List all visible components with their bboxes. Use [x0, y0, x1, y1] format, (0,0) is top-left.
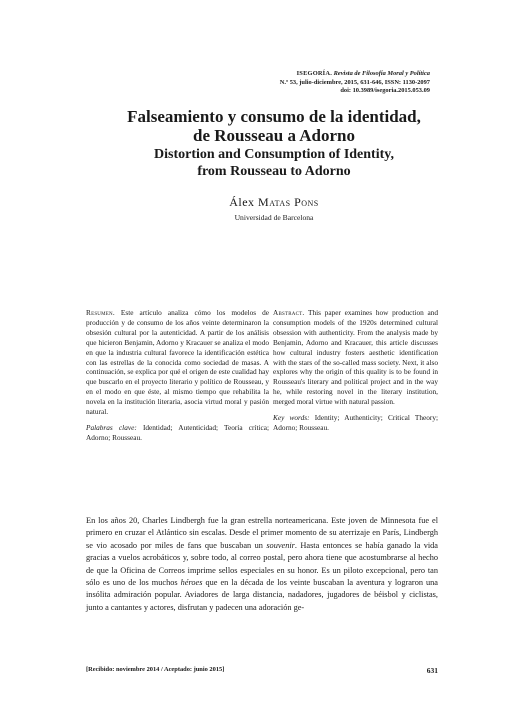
journal-issue: N.º 53, julio-diciembre, 2015, 631-646, ISSN: 1130-2097: [279, 78, 430, 86]
abstract-en-label: Abstract.: [273, 308, 305, 317]
keywords-en: [273, 413, 438, 433]
page-footer: [86, 666, 438, 675]
abstract-en-text: This paper examines how production and consumption models of the 1920s determined cultural obsession with authenticity. From the analysis made by Benjamin, Adorno and Kracauer, this article discusses how cultural industry fosters aesthetic identification with the stars of the so-called mass society. Next, it also explores why the origin of this quality is to be found in Rousseau's literary and political project and in the way he, while restoring novel in the literary institution, merged moral virtue with natural passion.: [273, 308, 438, 407]
title-block: [0, 108, 528, 180]
journal-subtitle: Revista de Filosofía Moral y Política: [333, 70, 430, 77]
title-es-line2: de Rousseau a Adorno: [192, 125, 355, 145]
body-emphasis-heroes: héroes: [180, 578, 203, 588]
body-text-part3: que en la década de los veinte buscaban la aventura y lograron una insólita admiración popular. Aviadores de larga distancia, nadadores, jugadores de béisbol y ciclistas, junto a cantantes y actores, disfrutan y padecen una adoración ge-: [86, 578, 438, 612]
journal-name-line: [280, 70, 430, 79]
author-first-name: Álex: [229, 195, 259, 209]
abstract-en-body: [273, 308, 438, 407]
title-es-line1: Falseamiento y consumo de la identidad,: [127, 107, 421, 126]
article-title-es: [0, 108, 528, 145]
author-affiliation: Universidad de Barcelona: [234, 213, 314, 222]
keywords-es: [86, 423, 269, 443]
body-emphasis-souvenir: souvenir: [266, 540, 295, 550]
title-en-line2: from Rousseau to Adorno: [197, 163, 351, 179]
keywords-es-text: Identidad; Autenticidad; Teoría crítica; Adorno; Rousseau.: [86, 422, 270, 442]
body-paragraph: [86, 515, 438, 614]
keywords-es-label: Palabras clave:: [86, 422, 137, 432]
keywords-en-text: Identity; Authenticity; Critical Theory; Adorno; Rousseau.: [273, 413, 439, 432]
author-name: [0, 195, 528, 210]
abstract-es-text: Este artículo analiza cómo los modelos de producción y de consumo de los años veinte determinaron la obsesión cultural por la autenticidad. A partir de los análisis que hicieron Benjamin, Adorno y Kracauer se analiza el modo en que la industria cultural favorece la identificación estética con las estrellas de la conocida como sociedad de masas. A continuación, se explica por qué el origen de este cualidad hay que buscarlo en el proyecto literario y político de Rousseau, y en el modo en que éste, al mismo tiempo que rehabilita la novela en la institución literaria, asocia virtud moral y pasión natural.: [86, 308, 269, 417]
keywords-en-label: Key words:: [273, 413, 310, 423]
abstract-es: [86, 308, 269, 443]
page-number: 631: [426, 666, 438, 675]
body-text-part2: . Hasta entonces se había ganado la vida gracias a vuelos acrobáticos y, sobre todo, al correo postal, pero ahora tiene que acostumbrarse al hecho de que la Oficina de Correos imprime sellos especiales en su honor. Es un piloto excepcional, pero tan sólo es uno de los muchos: [86, 540, 438, 588]
journal-doi: doi: 10.3989/isegoria.2015.053.09: [340, 87, 430, 95]
abstract-en: [273, 308, 438, 433]
title-en-line1: Distortion and Consumption of Identity,: [154, 147, 394, 162]
author-last-name: Matas Pons: [258, 195, 319, 209]
article-title-en: [0, 147, 528, 180]
journal-name: ISEGORÍA.: [296, 70, 332, 77]
abstract-es-label: Resumen.: [86, 308, 115, 317]
body-text-part1: En los años 20, Charles Lindbergh fue la gran estrella norteamericana. Este joven de Minnesota fue el primero en cruzar el Atlántico sin escalas. Desde el primer momento de su aterrizaje en París, Lindbergh se vio acosado por miles de fans que buscaban un: [86, 516, 438, 550]
journal-reference: [280, 70, 430, 96]
received-accepted-dates: [Recibido: noviembre 2014 / Aceptado: junio 2015]: [86, 666, 225, 673]
abstract-es-body: [86, 308, 269, 417]
